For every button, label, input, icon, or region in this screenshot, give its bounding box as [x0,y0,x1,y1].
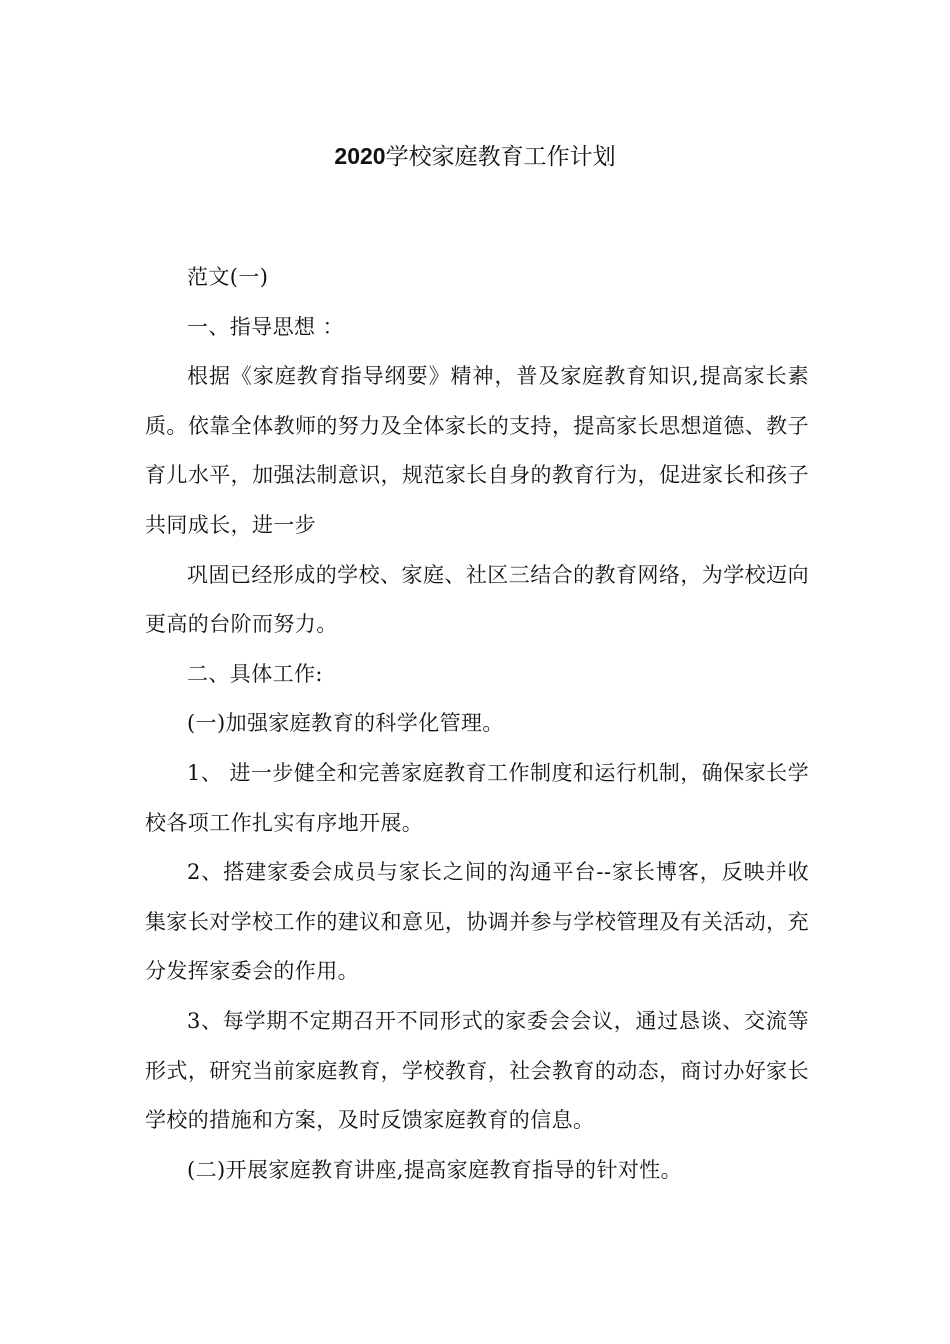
paragraph-subheading: (一)加强家庭教育的科学化管理。 [187,711,504,736]
paragraph-list-item: 2、搭建家委会成员与家长之间的沟通平台--家长博客，反映并收集家长对学校工作的建议和意见，协调并参与学校管理及有关活动，充分发挥家委会的作用。 [145,860,809,984]
paragraph: 巩固已经形成的学校、家庭、社区三结合的教育网络，为学校迈向更高的台阶而努力。 [145,562,809,637]
paragraph-list-item: 1、 进一步健全和完善家庭教育工作制度和运行机制，确保家长学校各项工作扎实有序地开展。 [145,760,809,835]
document-title [0,140,950,173]
paragraph: 根据《家庭教育指导纲要》精神，普及家庭教育知识,提高家长素质。依靠全体教师的努力及全体家长的支持，提高家长思想道德、教子育儿水平，加强法制意识，规范家长自身的教育行为，促进家长和孩子共同成长，进一步 [145,364,809,537]
document-body [145,253,809,1195]
title-year: 2020 [334,143,386,169]
paragraph-heading-specific-work: 二、具体工作: [187,661,323,686]
paragraph-sample-label: 范文(一) [187,265,269,289]
paragraph-list-item: 3、每学期不定期召开不同形式的家委会会议，通过恳谈、交流等形式，研究当前家庭教育，学校教育，社会教育的动态，商讨办好家长学校的措施和方案，及时反馈家庭教育的信息。 [145,1008,809,1133]
paragraph-subheading: (二)开展家庭教育讲座,提高家庭教育指导的针对性。 [187,1157,683,1182]
title-text: 学校家庭教育工作计划 [385,144,616,170]
paragraph-heading-guiding-ideology: 一、指导思想 ： [187,314,344,339]
